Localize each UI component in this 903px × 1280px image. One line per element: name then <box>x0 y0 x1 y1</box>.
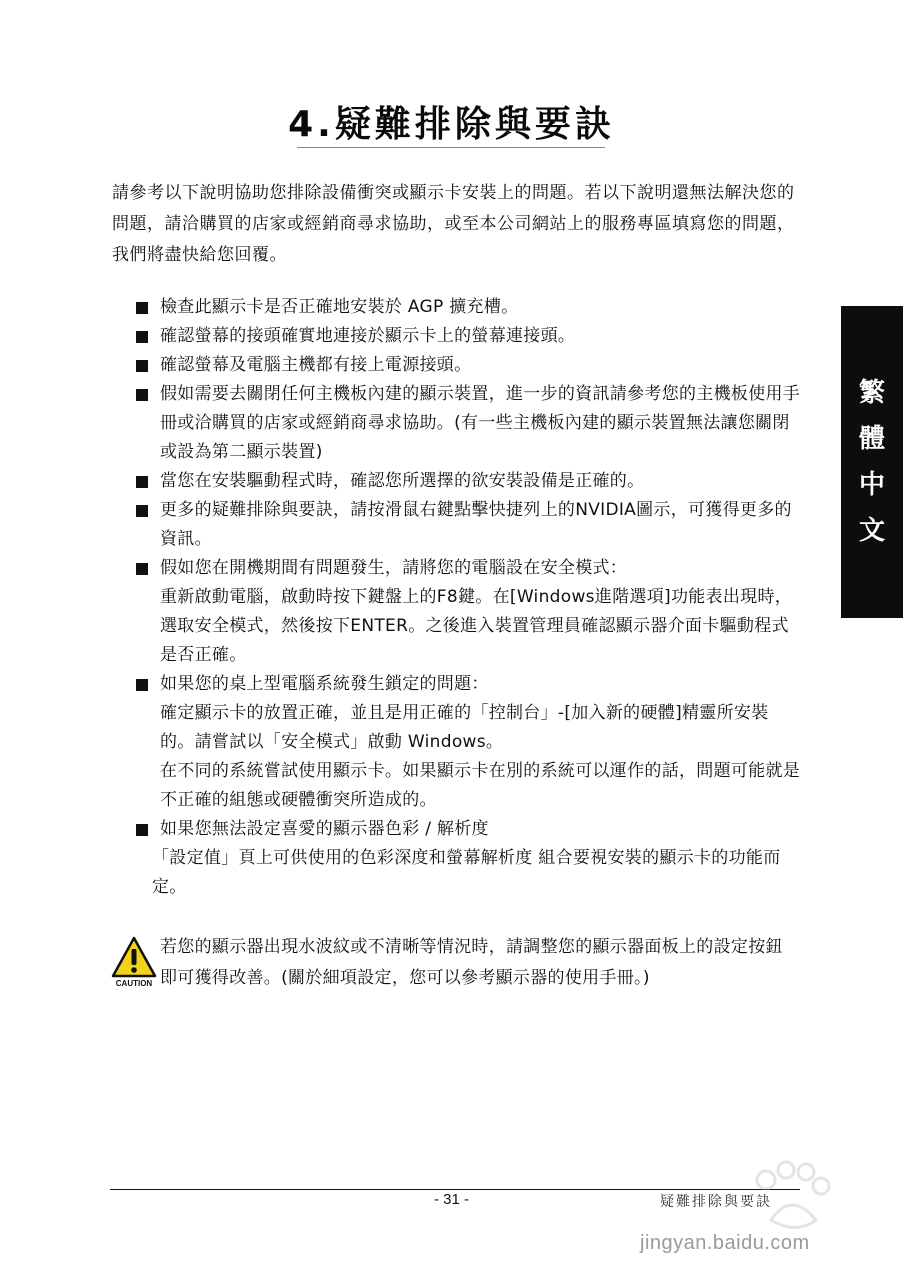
list-item-text: 假如需要去關閉任何主機板內建的顯示裝置，進一步的資訊請參考您的主機板使用手冊或洽購買的店家或經銷商尋求協助。(有一些主機板內建的顯示裝置無法讓您關閉或設為第二顯示裝置) <box>160 384 801 462</box>
bullet-square-icon <box>136 476 148 488</box>
side-tab-char: 繁 <box>858 378 885 408</box>
watermark-text: jingyan.baidu.com <box>640 1232 810 1254</box>
list-item-detail: 確定顯示卡的放置正確，並且是用正確的「控制台」-[加入新的硬體]精靈所安裝的。請嘗試以「安全模式」啟動 Windows。 <box>160 703 769 752</box>
list-item <box>134 554 802 670</box>
troubleshooting-list <box>134 293 802 902</box>
side-tab-char: 文 <box>858 516 885 546</box>
intro-paragraph: 請參考以下說明協助您排除設備衝突或顯示卡安裝上的問題。若以下說明還無法解決您的問題，請洽購買的店家或經銷商尋求協助，或至本公司網站上的服務專區填寫您的問題，我們將盡快給您回覆。 <box>112 183 795 265</box>
list-item-text: 確認螢幕的接頭確實地連接於顯示卡上的螢幕連接頭。 <box>160 326 576 346</box>
side-tab-char: 體 <box>858 424 885 454</box>
language-side-tab <box>841 306 903 618</box>
bullet-square-icon <box>136 824 148 836</box>
list-item <box>134 351 802 380</box>
list-item <box>134 670 802 815</box>
bullet-square-icon <box>136 389 148 401</box>
list-item <box>134 496 802 554</box>
bullet-square-icon <box>136 505 148 517</box>
list-item-detail: 「設定值」頁上可供使用的色彩深度和螢幕解析度 組合要視安裝的顯示卡的功能而定。 <box>152 848 781 897</box>
list-item-text: 假如您在開機期間有問題發生，請將您的電腦設在安全模式： <box>160 558 628 578</box>
title-underline <box>297 147 605 148</box>
list-item-detail: 重新啟動電腦，啟動時按下鍵盤上的F8鍵。在[Windows進階選項]功能表出現時，選取安全模式，然後按下ENTER。之後進入裝置管理員確認顯示器介面卡驅動程式是否正確。 <box>160 587 793 665</box>
list-item <box>134 293 802 322</box>
caution-text: 若您的顯示器出現水波紋或不清晰等情況時，請調整您的顯示器面板上的設定按鈕即可獲得改善。(關於細項設定，您可以參考顯示器的使用手冊。) <box>160 937 783 988</box>
caution-label: CAUTION <box>115 979 153 988</box>
list-item-text: 如果您的桌上型電腦系統發生鎖定的問題： <box>160 674 489 694</box>
list-item <box>134 815 802 902</box>
list-item-detail: 在不同的系統嘗試使用顯示卡。如果顯示卡在別的系統可以運作的話，問題可能就是不正確的組態或硬體衝突所造成的。 <box>160 761 801 810</box>
bullet-square-icon <box>136 563 148 575</box>
list-item <box>134 380 802 467</box>
list-item-text: 當您在安裝驅動程式時，確認您所選擇的欲安裝設備是正確的。 <box>160 471 645 491</box>
list-item <box>134 322 802 351</box>
list-item-text: 檢查此顯示卡是否正確地安裝於 AGP 擴充槽。 <box>160 297 519 317</box>
bullet-square-icon <box>136 331 148 343</box>
list-item <box>134 467 802 496</box>
footer-section-title: 疑難排除與要訣 <box>660 1194 772 1210</box>
side-tab-char: 中 <box>858 470 885 500</box>
list-item-text: 確認螢幕及電腦主機都有接上電源接頭。 <box>160 355 472 375</box>
bullet-square-icon <box>136 302 148 314</box>
bullet-square-icon <box>136 360 148 372</box>
page-title: 4.疑難排除與要訣 <box>288 104 615 145</box>
bullet-square-icon <box>136 679 148 691</box>
list-item-text: 更多的疑難排除與要訣，請按滑鼠右鍵點擊快捷列上的NVIDIA圖示，可獲得更多的資訊。 <box>160 500 792 549</box>
page-number: - 31 - <box>433 1191 469 1208</box>
list-item-text: 如果您無法設定喜愛的顯示器色彩 / 解析度 <box>160 819 489 839</box>
